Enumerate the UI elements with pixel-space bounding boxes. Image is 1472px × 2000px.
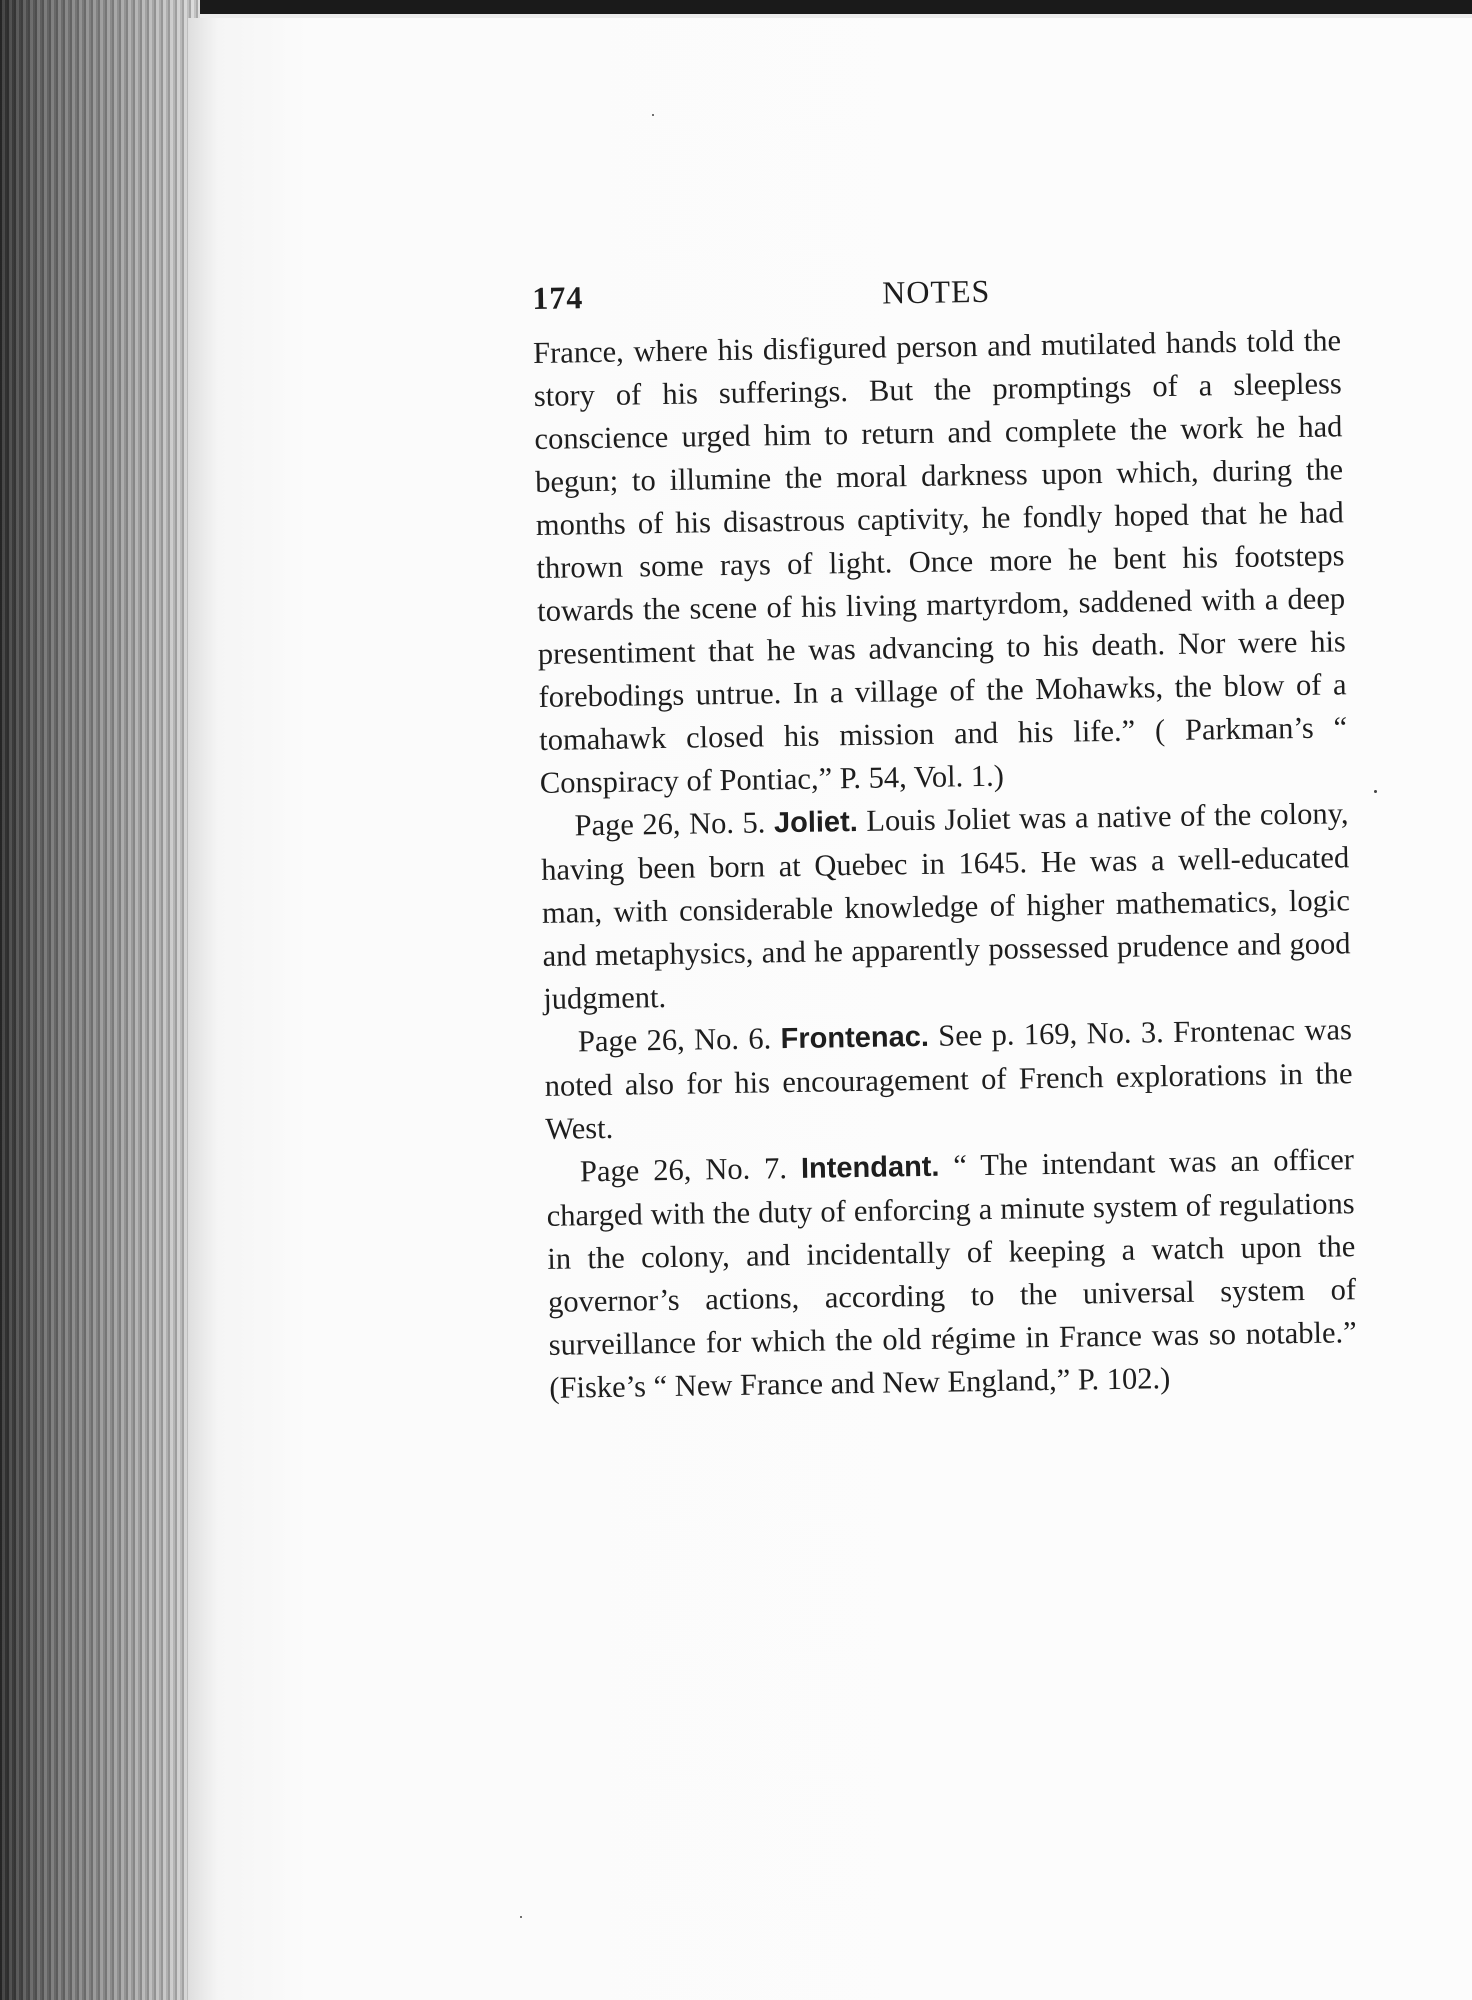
paragraph-text: France, where his disfigured person and mutilated hands told the story of his sufferings. But the promptings of a sleepless conscience urged him to return and complete the work he had begun; to illumine the moral darkness upon which, during the months of his disastrous captivity, he fondly hoped that he had thrown some rays of light. Once more he bent his footsteps towards the scene of his living martyrdom, saddened with a deep presentiment that he was advancing to his death. Nor were his forebodings untrue. In a village of the Mohawks, the blow of a tomahawk closed his mission and his life.” ( Parkman’s “ Conspiracy of Pontiac,” P. 54, Vol. 1.) (532, 323, 1348, 800)
note-reference: Page 26, No. 7. (579, 1150, 802, 1189)
book-page-edges (0, 0, 200, 2000)
note-frontenac (544, 1008, 1354, 1151)
note-joliet (540, 792, 1351, 1021)
scan-top-edge (0, 0, 1472, 14)
note-term: Frontenac. (780, 1020, 930, 1056)
text-block (532, 267, 1358, 1410)
note-text: “ The intendant was an officer charged with the duty of enforcing a minute system of regulations in the colony, and incidentally of keeping a watch upon the governor’s actions, according to the universal system of surveillance for which the old régime in France was so notable.” (Fiske’s “ New France and New England,” P. 102.) (546, 1142, 1357, 1405)
page-number: 174 (532, 279, 584, 316)
running-head-title: NOTES (881, 272, 991, 311)
paragraph-continued (533, 319, 1348, 805)
note-term: Intendant. (800, 1150, 940, 1185)
dust-speck (1374, 790, 1377, 793)
notes-body (533, 319, 1358, 1410)
note-text: See p. 169, No. 3. Frontenac was noted also for his encouragement of French explorations in the West. (544, 1012, 1353, 1146)
note-reference: Page 26, No. 6. (577, 1021, 781, 1059)
note-intendant (546, 1138, 1358, 1410)
note-term: Joliet. (773, 805, 859, 840)
dust-speck (520, 1916, 522, 1918)
dust-speck (652, 114, 654, 116)
note-text: Louis Joliet was a native of the colony, having been born at Quebec in 1645. He was a well-educated man, with considerable knowledge of higher mathematics, logic and metaphysics, and he apparently possessed prudence and good judgment. (541, 796, 1351, 1016)
note-reference: Page 26, No. 5. (574, 805, 775, 843)
page-sheet (188, 18, 1472, 2000)
